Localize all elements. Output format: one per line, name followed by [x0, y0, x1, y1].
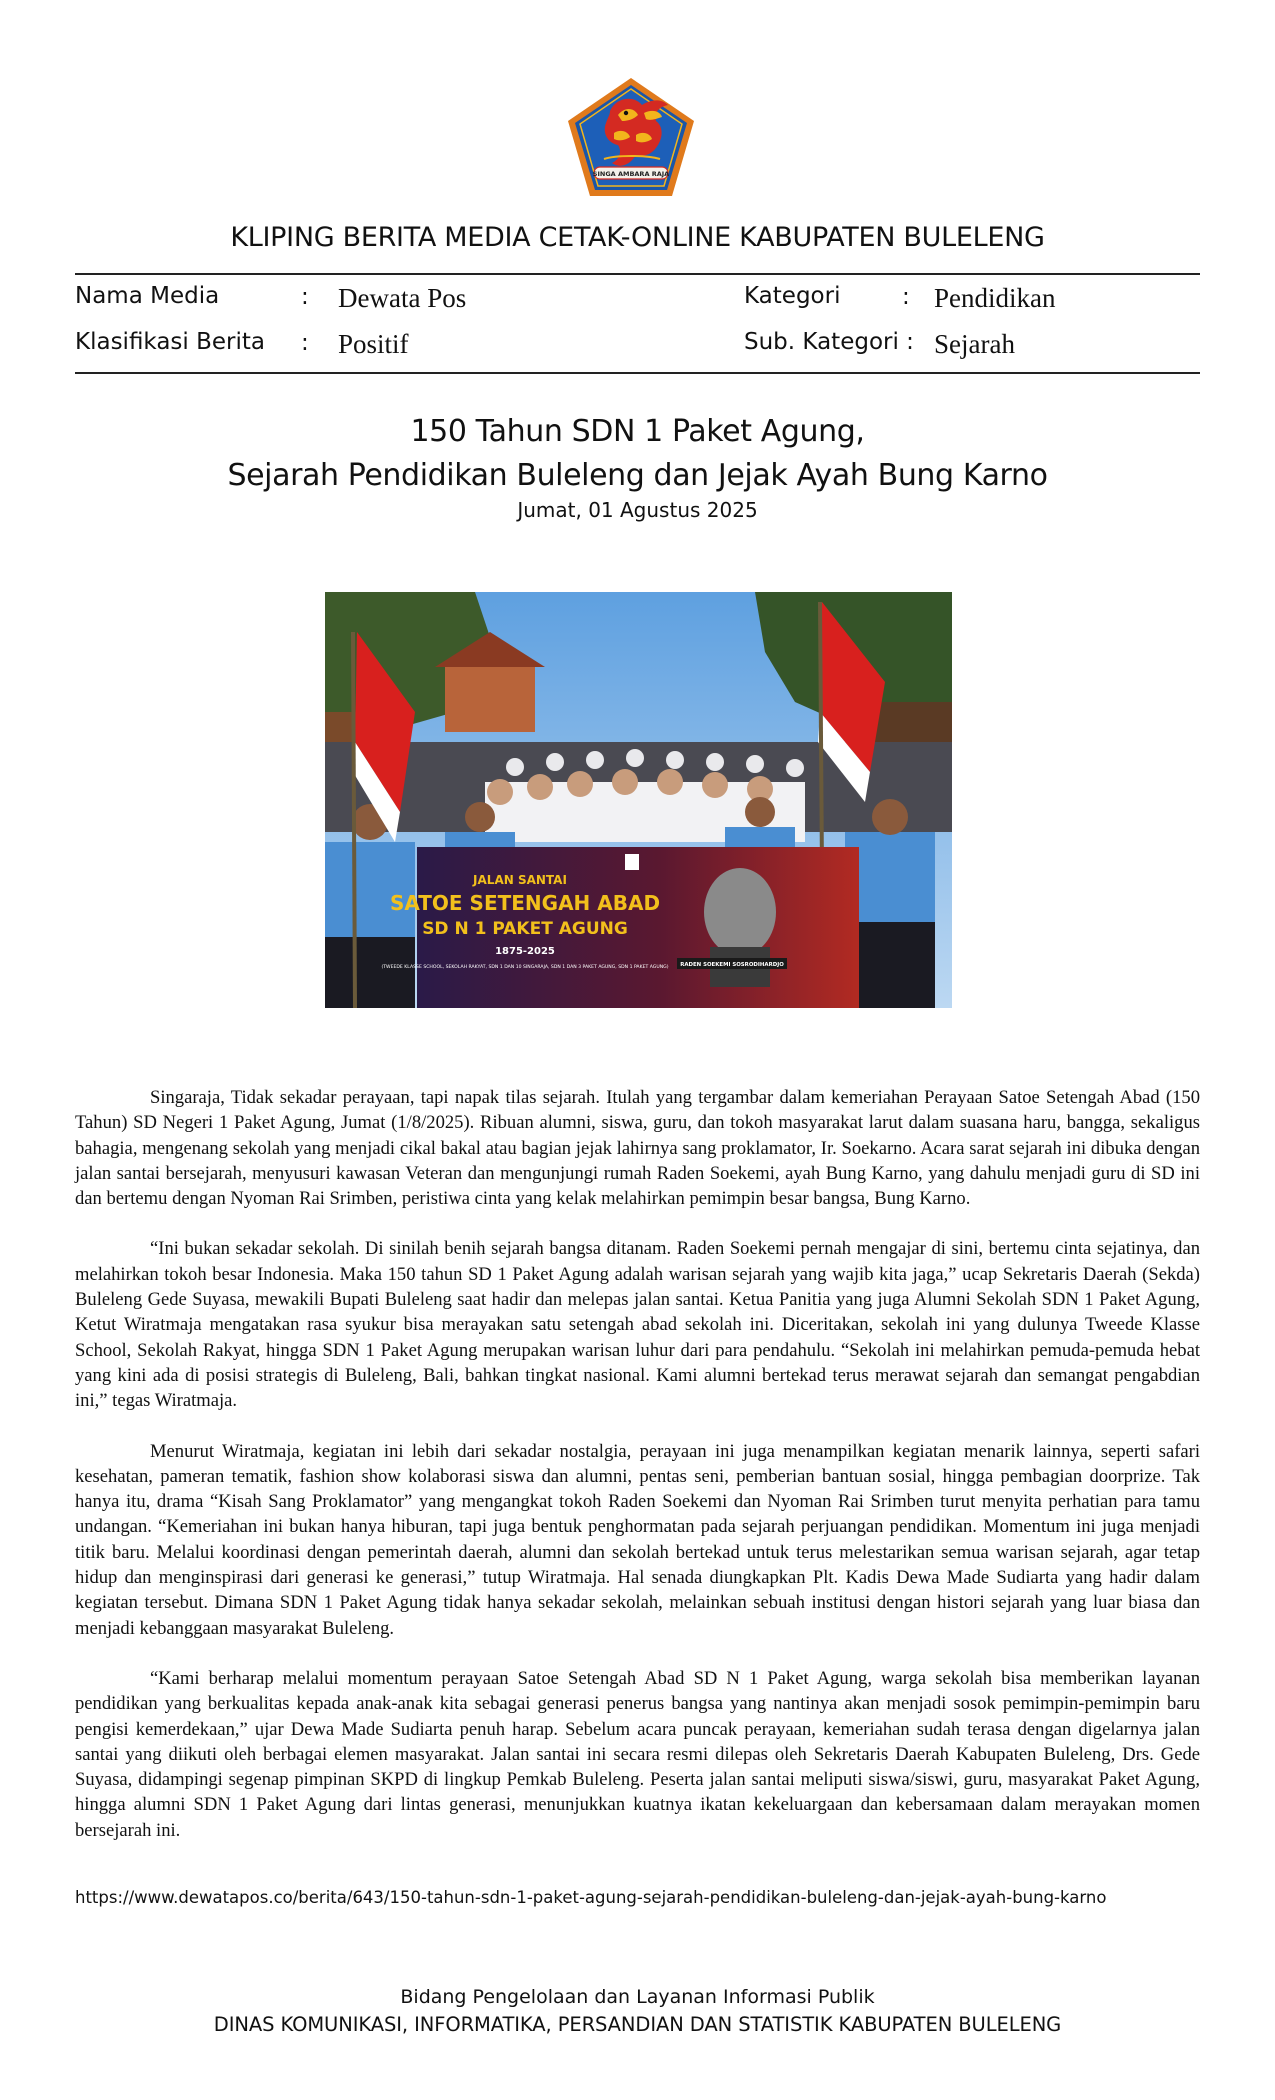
banner-note: (TWEEDE KLASSE SCHOOL, SEKOLAH RAKYAT, SDN 1 DAN 10 SINGARAJA, SDN 1 DAN 3 PAKET AGUNG, SDN 1 PAKET AGUNG)	[381, 965, 669, 970]
header-top-divider	[75, 273, 1200, 275]
media-name-colon: :	[301, 284, 309, 310]
article-body	[75, 1085, 1200, 1868]
banner-text-line2: SATOE SETENGAH ABAD	[389, 891, 661, 915]
subcategory-label: Sub. Kategori :	[744, 329, 914, 355]
header-bottom-divider	[75, 372, 1200, 374]
classification-colon: :	[301, 330, 309, 356]
article-date: Jumat, 01 Agustus 2025	[517, 498, 758, 522]
classification-value: Positif	[338, 329, 409, 359]
article-paragraph: Menurut Wiratmaja, kegiatan ini lebih dari sekadar nostalgia, perayaan ini juga menampilkan kegiatan menarik lainnya, seperti safari kesehatan, pameran tematik, fashion show kolaborasi siswa dan alumni, pentas seni, pemberian bantuan sosial, hingga pembagian doorprize. Tak hanya itu, drama “Kisah Sang Proklamator” yang mengangkat tokoh Raden Soekemi dan Nyoman Rai Srimben turut menyita perhatian para tamu undangan. “Kemeriahan ini bukan hanya hiburan, tapi juga bentuk penghormatan pada sejarah perjuangan pendidikan. Momentum ini juga menjadi titik baru. Melalui koordinasi dengan pemerintah daerah, alumni dan sekolah bertekad untuk terus melestarikan semua warisan sejarah, agar tetap hidup dan menginspirasi dari generasi ke generasi,” tutup Wiratmaja. Hal senada diungkapkan Plt. Kadis Dewa Made Sudiarta yang hadir dalam kegiatan tersebut. Dimana SDN 1 Paket Agung tidak hanya sekadar sekolah, melainkan sebuah institusi dengan histori sejarah yang luar biasa dan menjadi kebanggaan masyarakat Buleleng.	[75, 1440, 1200, 1639]
article-paragraph: Singaraja, Tidak sekadar perayaan, tapi napak tilas sejarah. Itulah yang tergambar dalam kemeriahan Perayaan Satoe Setengah Abad (150 Tahun) SD Negeri 1 Paket Agung, Jumat (1/8/2025). Ribuan alumni, siswa, guru, dan tokoh masyarakat larut dalam suasana haru, bangga, sekaligus bahagia, mengenang sekolah yang menjadi cikal bakal atau bagian jejak lahirnya sang proklamator, Ir. Soekarno. Acara sarat sejarah ini dibuka dengan jalan santai bersejarah, menyusuri kawasan Veteran dan mengunjungi rumah Raden Soekemi, ayah Bung Karno, yang dahulu menjadi guru di SD ini dan bertemu dengan Nyoman Rai Srimben, peristiwa cinta yang kelak melahirkan pemimpin besar bangsa, Bung Karno.	[75, 1087, 1200, 1210]
article-photo	[325, 592, 952, 1008]
article-title-line1: 150 Tahun SDN 1 Paket Agung,	[410, 414, 865, 449]
article-paragraph: “Ini bukan sekadar sekolah. Di sinilah benih sejarah bangsa ditanam. Raden Soekemi pernah mengajar di sini, bertemu cinta sejatinya, dan melahirkan tokoh besar Indonesia. Maka 150 tahun SD 1 Paket Agung adalah warisan sejarah yang wajib kita jaga,” ucap Sekretaris Daerah (Sekda) Buleleng Gede Suyasa, mewakili Bupati Buleleng saat hadir dan melepas jalan santai. Ketua Panitia yang juga Alumni Sekolah SDN 1 Paket Agung, Ketut Wiratmaja mengatakan rasa syukur bisa merayakan satu setengah abad sekolah ini. Diceritakan, sekolah ini yang dulunya Tweede Klasse School, Sekolah Rakyat, hingga SDN 1 Paket Agung merupakan warisan luhur dari para pendahulu. “Sekolah ini melahirkan pemuda-pemuda hebat yang kini ada di posisi strategis di Buleleng, Bali, bahkan tingkat nasional. Kami alumni bertekad terus merawat sejarah dan semangat pengabdian ini,” tegas Wiratmaja.	[75, 1238, 1200, 1412]
subcategory-value: Sejarah	[934, 329, 1015, 359]
article-paragraph: “Kami berharap melalui momentum perayaan Satoe Setengah Abad SD N 1 Paket Agung, warga sekolah bisa memberikan layanan pendidikan yang berkualitas kepada anak-anak kita sebagai generasi penerus bangsa yang nantinya akan menjadi sosok pemimpin-pemimpin baru pengisi kemerdekaan,” ujar Dewa Made Sudiarta penuh harap. Sebelum acara puncak perayaan, kemeriahan sudah terasa dengan digelarnya jalan santai yang diikuti oleh berbagai elemen masyarakat. Jalan santai ini secara resmi dilepas oleh Sekretaris Daerah Kabupaten Buleleng, Drs. Gede Suyasa, didampingi segenap pimpinan SKPD di lingkup Pemkab Buleleng. Peserta jalan santai meliputi siswa/siswi, guru, masyarakat Paket Agung, hingga alumni SDN 1 Paket Agung dari lintas generasi, menunjukkan kuatnya ikatan kekeluargaan dan kebersamaan dalam merayakan momen bersejarah ini.	[75, 1667, 1200, 1841]
banner-years: 1875-2025	[495, 946, 555, 957]
category-value: Pendidikan	[934, 283, 1056, 313]
category-colon: :	[902, 284, 910, 310]
footer-division: Bidang Pengelolaan dan Layanan Informasi Publik	[400, 1986, 875, 2008]
media-name-value: Dewata Pos	[338, 283, 467, 313]
logo-motto: SINGA AMBARA RAJA	[592, 170, 670, 178]
media-name-label: Nama Media	[75, 283, 220, 309]
classification-label: Klasifikasi Berita	[75, 329, 266, 355]
banner-name: RADEN SOEKEMI SOSRODIHARDJO	[680, 962, 784, 968]
source-url-link[interactable]: https://www.dewatapos.co/berita/643/150-tahun-sdn-1-paket-agung-sejarah-pendidikan-buleleng-dan-jejak-ayah-bung-karno	[75, 1888, 1107, 1907]
footer-agency: DINAS KOMUNIKASI, INFORMATIKA, PERSANDIAN DAN STATISTIK KABUPATEN BULELENG	[213, 2013, 1062, 2036]
banner-text-line3: SD N 1 PAKET AGUNG	[422, 919, 628, 939]
buleleng-coat-of-arms-icon	[564, 75, 698, 199]
clipping-header-title: KLIPING BERITA MEDIA CETAK-ONLINE KABUPATEN BULELENG	[230, 222, 1045, 253]
category-label: Kategori	[744, 283, 841, 309]
banner-text-line1: JALAN SANTAI	[473, 873, 567, 887]
article-title-line2: Sejarah Pendidikan Buleleng dan Jejak Ayah Bung Karno	[227, 458, 1048, 493]
